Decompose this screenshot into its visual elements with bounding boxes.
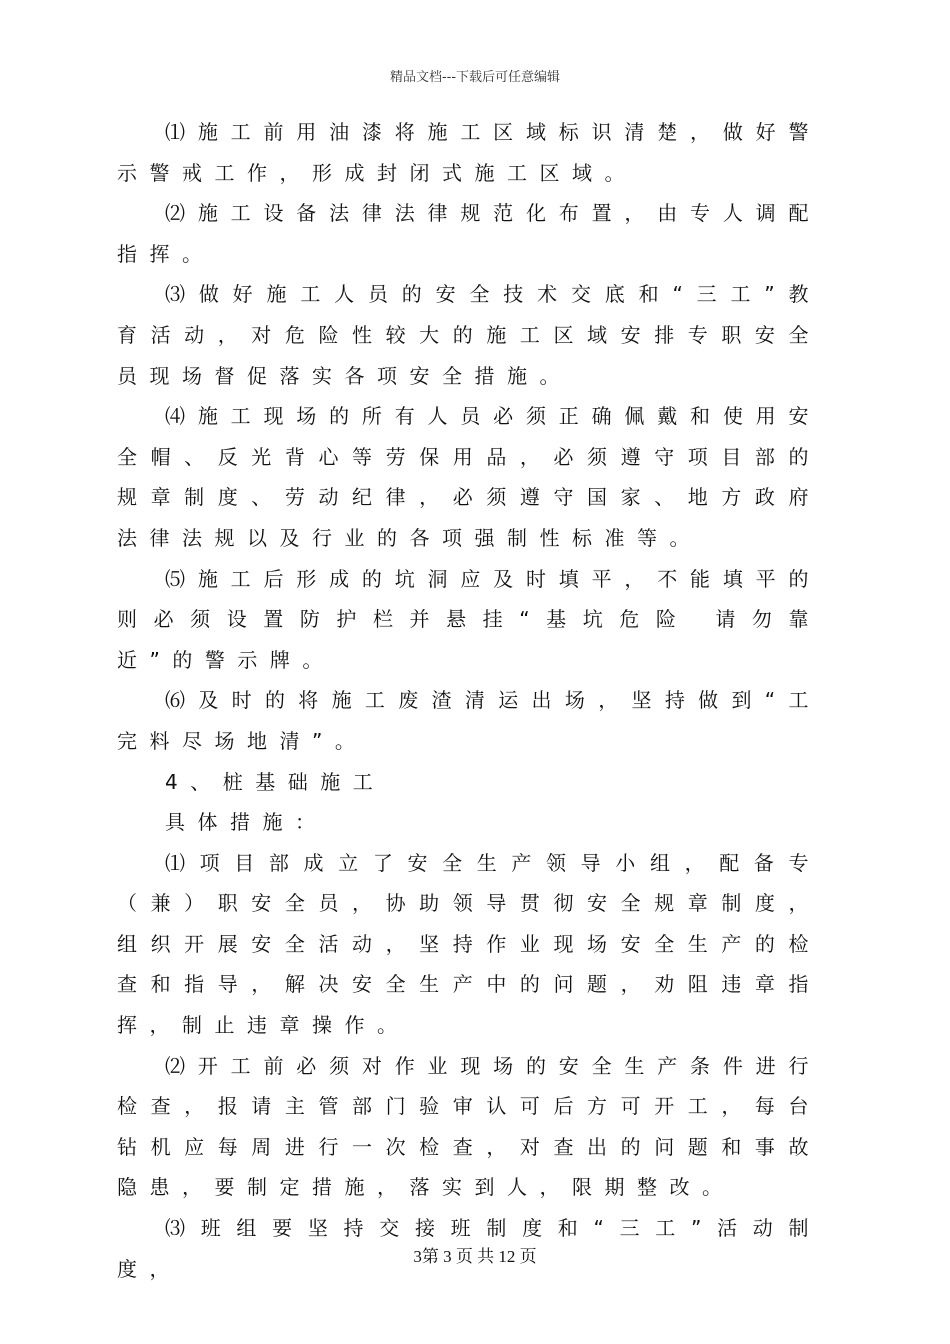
paragraph-pile-3: ⑶班组要坚持交接班制度和“三工”活动制度， (117, 1216, 821, 1281)
page-footer: 3第 3 页 共 12 页 (413, 1247, 537, 1266)
paragraph-safety-4: ⑷施工现场的所有人员必须正确佩戴和使用安全帽、反光背心等劳保用品，必须遵守项目部的规章制度、劳动纪律，必须遵守国家、地方政府法律法规以及行业的各项强制性标准等。 (117, 404, 821, 550)
paragraph-safety-2: ⑵施工设备法律法律规范化布置，由专人调配指挥。 (117, 201, 821, 266)
document-body (117, 112, 821, 1289)
subsection-heading: 具体措施： (165, 810, 328, 835)
paragraph-safety-3: ⑶做好施工人员的安全技术交底和“三工”教育活动，对危险性较大的施工区域安排专职安全员现场督促落实各项安全措施。 (117, 282, 821, 388)
paragraph-safety-6: ⑹及时的将施工废渣清运出场，坚持做到“工完料尽场地清”。 (117, 688, 821, 753)
paragraph-pile-1: ⑴项目部成立了安全生产领导小组，配备专（兼）职安全员，协助领导贯彻安全规章制度，组织开展安全活动，坚持作业现场安全生产的检查和指导，解决安全生产中的问题，劝阻违章指挥，制止违章操作。 (117, 850, 821, 1038)
page-header: 精品文档---下载后可任意编辑 (389, 70, 561, 85)
section-heading: 4、桩基础施工 (165, 769, 386, 794)
paragraph-pile-2: ⑵开工前必须对作业现场的安全生产条件进行检查，报请主管部门验审认可后方可开工，每台钻机应每周进行一次检查，对查出的问题和事故隐患，要制定措施，落实到人，限期整改。 (117, 1053, 821, 1200)
paragraph-safety-5: ⑸施工后形成的坑洞应及时填平，不能填平的则必须设置防护栏并悬挂“基坑危险 请勿靠近”的警示牌。 (117, 566, 821, 672)
paragraph-safety-1: ⑴施工前用油漆将施工区域标识清楚，做好警示警戒工作，形成封闭式施工区域。 (117, 120, 821, 185)
